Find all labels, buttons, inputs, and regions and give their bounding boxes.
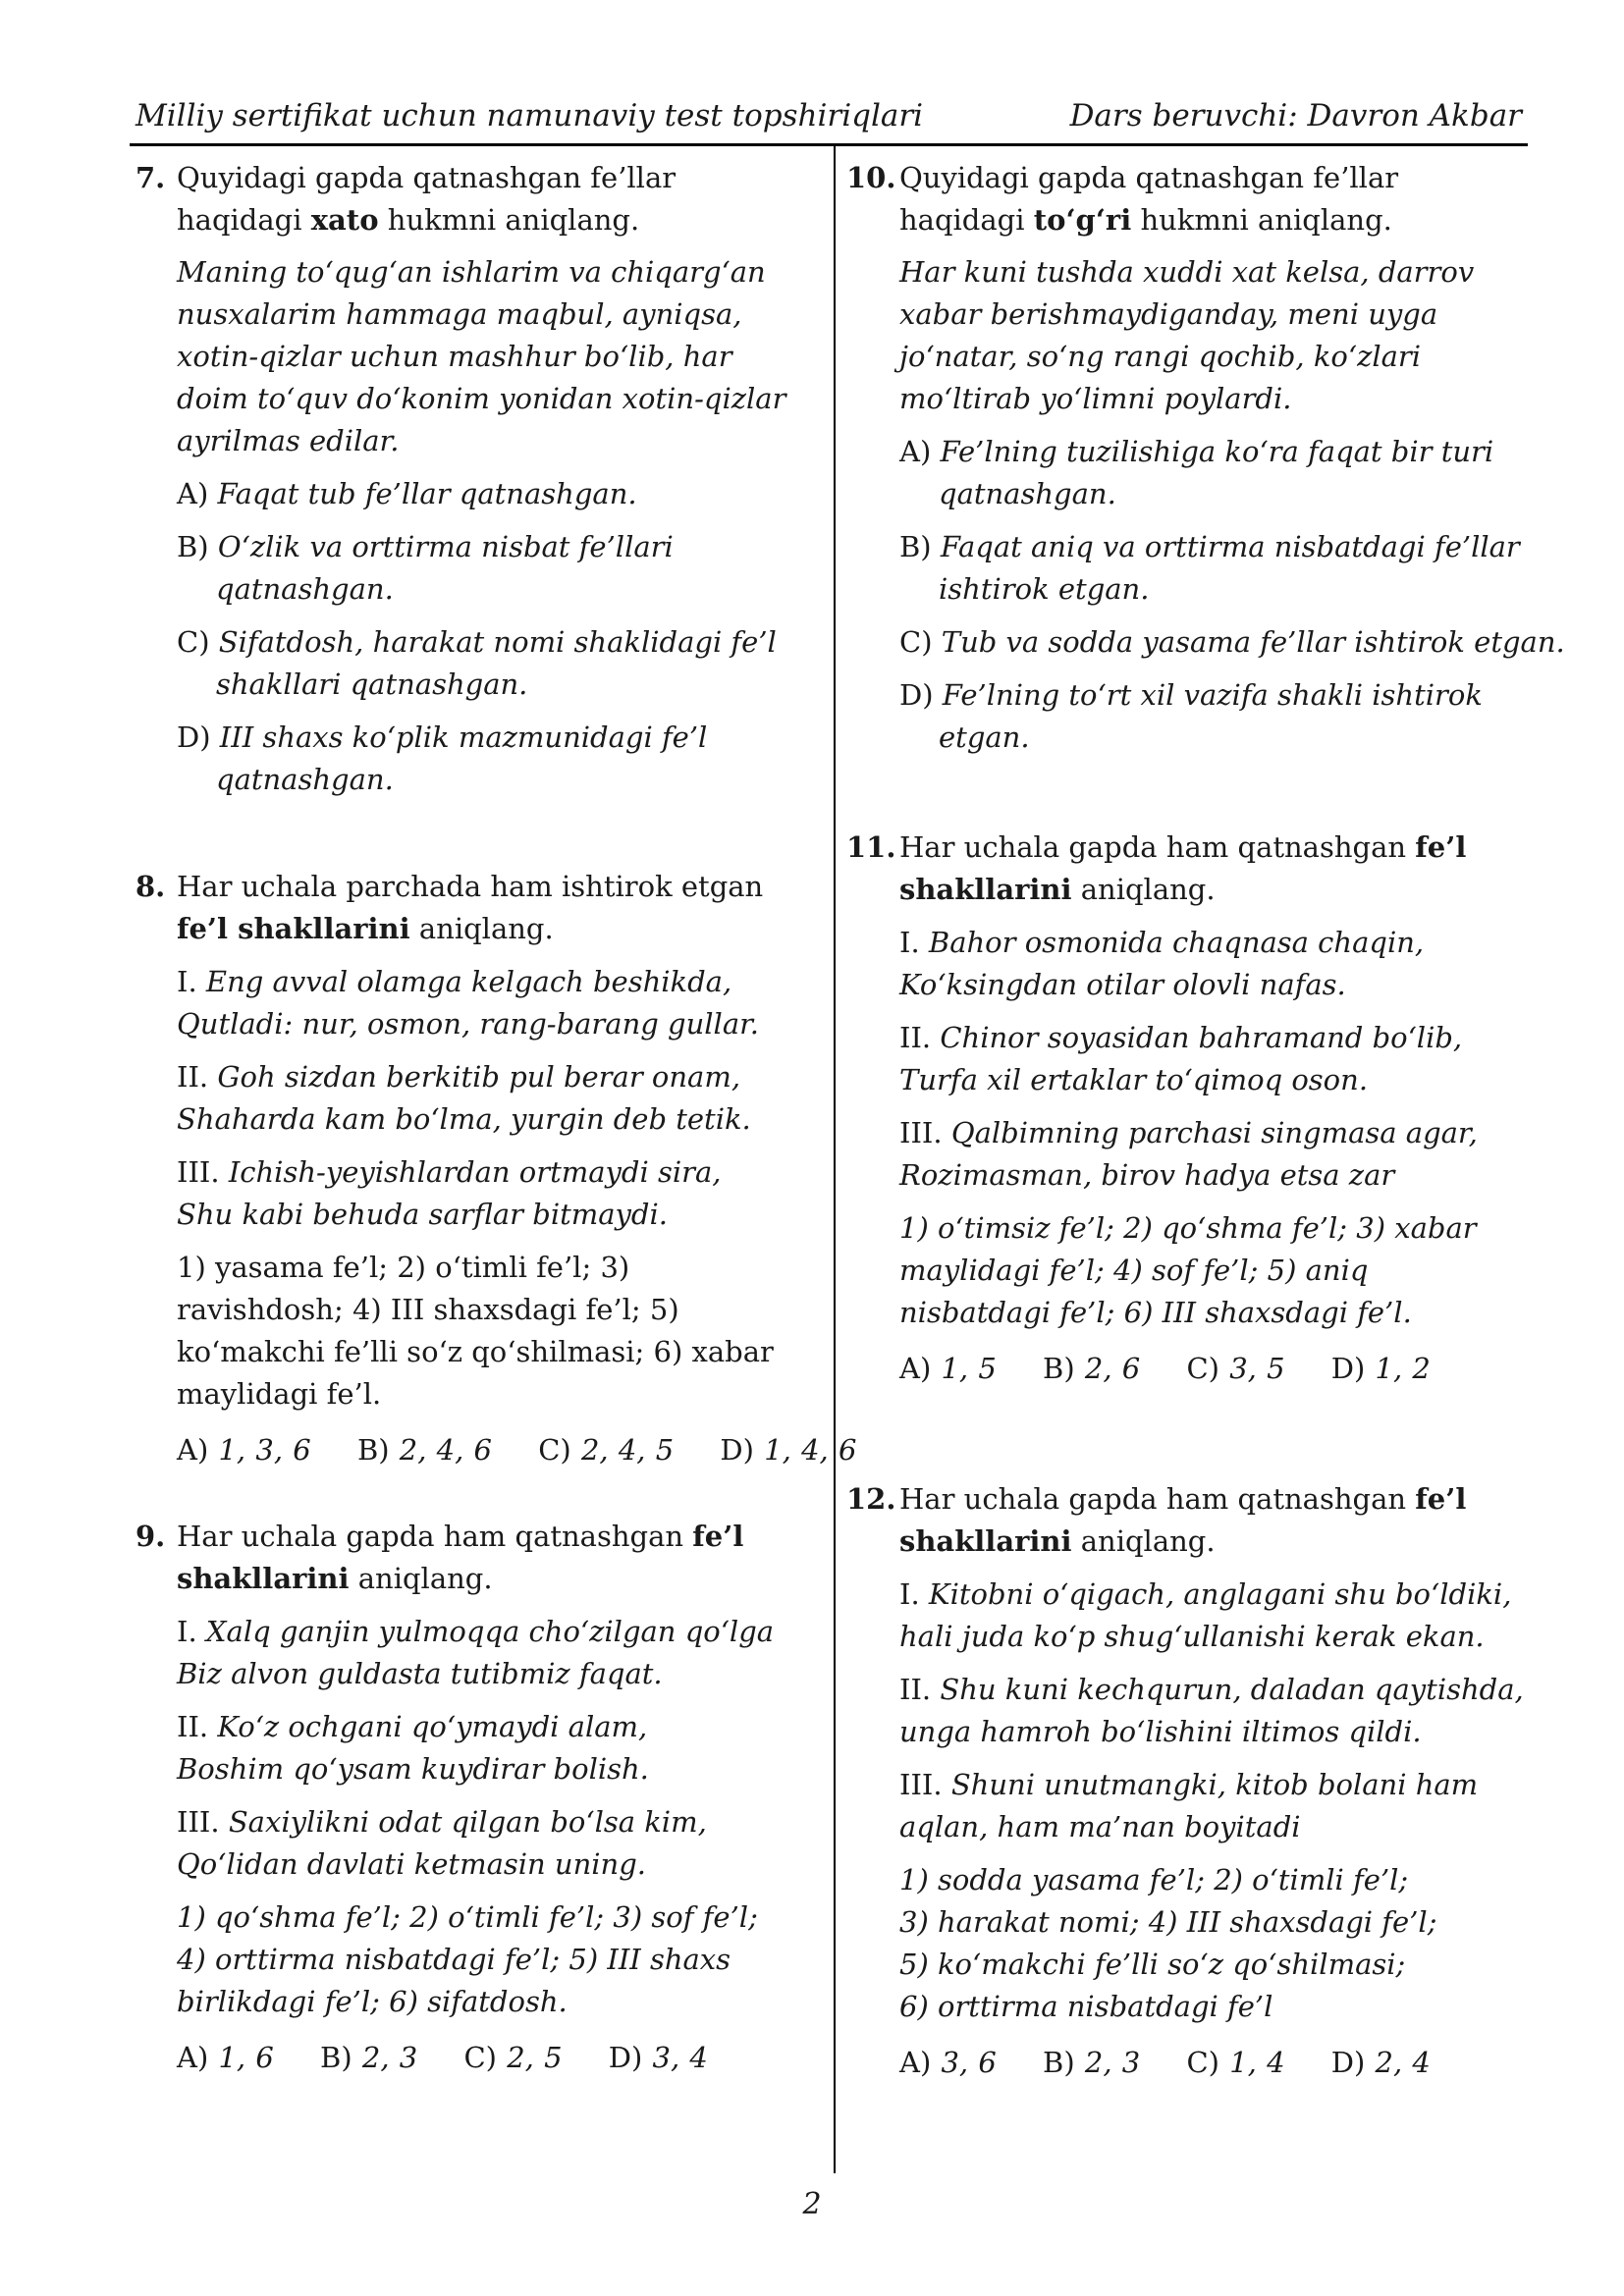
answer-b[interactable]: B) 2, 6 — [1043, 1352, 1141, 1385]
answer-c[interactable]: C) 2, 4, 5 — [538, 1433, 675, 1467]
option-a[interactable]: A) Fe’lning tuzilishiga ko‘ra faqat bir turi qatnashgan. — [899, 435, 1494, 510]
answer-c[interactable]: C) 3, 5 — [1186, 1352, 1285, 1385]
prompt-emphasis: fe’l shakllarini — [177, 1520, 744, 1595]
stanza-2: II. Ko‘z ochgani qo‘ymaydi alam, Boshim qo‘ysam kuydirar bolish. — [177, 1710, 649, 1786]
answer-a[interactable]: A) 1, 6 — [177, 2041, 274, 2074]
answer-a[interactable]: A) 1, 5 — [899, 1352, 997, 1385]
answer-a[interactable]: A) 3, 6 — [899, 2046, 997, 2079]
question-10 — [846, 157, 1565, 759]
option-b[interactable]: B) O‘zlik va orttirma nisbat fe’llari qatnashgan. — [177, 530, 674, 606]
question-7-prompt: 7. Quyidagi gapda qatnashgan fe’llar haqidagi xato hukmni aniqlang. — [135, 157, 789, 241]
question-10-passage: Har kuni tushda xuddi xat kelsa, darrov xabar berishmaydiganday, meni uyga jo‘natar, so‘ng rangi qochib, ko‘zlari mo‘ltirab yo‘limni poylardi. — [899, 255, 1475, 415]
prompt-emphasis: xato — [310, 203, 379, 237]
question-10-options — [899, 431, 1565, 759]
option-a[interactable]: A) Faqat tub fe’llar qatnashgan. — [177, 477, 637, 510]
stanza-3: III. Ichish-yeyishlardan ortmaydi sira, Shu kabi behuda sarflar bitmaydi. — [177, 1155, 722, 1231]
option-b[interactable]: B) Faqat aniq va orttirma nisbatdagi fe’llar ishtirok etgan. — [899, 530, 1520, 606]
sentence-1: I. Kitobni o‘qigach, anglagani shu bo‘ldiki, hali juda ko‘p shug‘ullanishi kerak ekan. — [899, 1577, 1512, 1653]
question-9 — [135, 1516, 789, 2079]
question-number: 10. — [846, 161, 896, 194]
stanza-3: III. Qalbimning parchasi singmasa agar, Rozimasman, birov hadya etsa zar — [899, 1116, 1478, 1192]
question-number: 12. — [846, 1482, 896, 1516]
answer-b[interactable]: B) 2, 3 — [1043, 2046, 1141, 2079]
stanza-1: I. Xalq ganjin yulmoqqa cho‘zilgan qo‘lga Biz alvon guldasta tutibmiz faqat. — [177, 1615, 775, 1690]
option-d[interactable]: D) III shaxs ko‘plik mazmunidagi fe’l qatnashgan. — [177, 721, 708, 796]
stanza-3: III. Saxiylikni odat qilgan bo‘lsa kim, Qo‘lidan davlati ketmasin uning. — [177, 1805, 707, 1881]
answer-b[interactable]: B) 2, 3 — [320, 2041, 418, 2074]
answer-b[interactable]: B) 2, 4, 6 — [356, 1433, 493, 1467]
column-divider — [834, 145, 836, 2173]
choice-line: 5) ko‘makchi fe’lli so‘z qo‘shilmasi; — [899, 1948, 1406, 1981]
answer-c[interactable]: C) 1, 4 — [1186, 2046, 1285, 2079]
question-11 — [846, 827, 1526, 1390]
question-9-answers — [177, 2037, 789, 2079]
question-11-answers — [899, 1348, 1526, 1390]
question-8-prompt: 8. Har uchala parchada ham ishtirok etgan fe’l shakllarini aniqlang. — [135, 866, 789, 950]
question-number: 8. — [135, 870, 166, 903]
sentence-3: III. Shuni unutmangki, kitob bolani ham aqlan, ham ma’nan boyitadi — [899, 1768, 1479, 1843]
choice-line: 6) orttirma nisbatdagi fe’l — [899, 1990, 1273, 2023]
prompt-emphasis: fe’l shakllarini — [899, 830, 1467, 906]
question-number: 11. — [846, 830, 896, 864]
header-title: Milliy sertifikat uchun namunaviy test topshiriqlari — [135, 98, 924, 133]
answer-c[interactable]: C) 2, 5 — [463, 2041, 563, 2074]
sentence-2: II. Shu kuni kechqurun, daladan qaytishda, unga hamroh bo‘lishini iltimos qildi. — [899, 1673, 1524, 1748]
prompt-emphasis: to‘g‘ri — [1033, 203, 1132, 237]
stanza-2: II. Goh sizdan berkitib pul berar onam, Shaharda kam bo‘lma, yurgin deb tetik. — [177, 1060, 751, 1136]
answer-d[interactable]: D) 2, 4 — [1330, 2046, 1431, 2079]
option-d[interactable]: D) Fe’lning to‘rt xil vazifa shakli ishtirok etgan. — [899, 678, 1483, 754]
question-9-prompt: 9. Har uchala gapda ham qatnashgan fe’l shakllarini aniqlang. — [135, 1516, 789, 1600]
answer-a[interactable]: A) 1, 3, 6 — [177, 1433, 311, 1467]
question-11-prompt: 11. Har uchala gapda ham qatnashgan fe’l shakllarini aniqlang. — [846, 827, 1526, 911]
question-number: 9. — [135, 1520, 166, 1553]
right-column — [846, 157, 1565, 2179]
question-8 — [135, 866, 857, 1471]
stanza-1: I. Bahor osmonida chaqnasa chaqin, Ko‘ksingdan otilar olovli nafas. — [899, 926, 1425, 1001]
question-12-answers — [899, 2042, 1526, 2084]
page-number: 2 — [802, 2187, 822, 2221]
question-7-passage: Maning to‘qug‘an ishlarim va chiqarg‘an nusxalarim hammaga maqbul, ayniqsa, xotin-qizlar uchun mashhur bo‘lib, har doim to‘quv do‘konim yonidan xotin-qizlar ayrilmas edilar. — [177, 255, 786, 457]
stanza-1: I. Eng avval olamga kelgach beshikda, Qutladi: nur, osmon, rang-barang gullar. — [177, 965, 760, 1041]
choice-line: 3) harakat nomi; 4) III shaxsdagi fe’l; — [899, 1905, 1437, 1939]
stanza-2: II. Chinor soyasidan bahramand bo‘lib, Turfa xil ertaklar to‘qimoq oson. — [899, 1021, 1463, 1096]
question-7 — [135, 157, 789, 801]
question-8-answers — [177, 1429, 857, 1471]
question-12-choices-list — [899, 1859, 1526, 2028]
question-9-choices-list: 1) qo‘shma fe’l; 2) o‘timli fe’l; 3) sof fe’l; 4) orttirma nisbatdagi fe’l; 5) III shaxs birlikdagi fe’l; 6) sifatdosh. — [177, 1900, 758, 2018]
header-rule — [130, 143, 1528, 146]
question-12-prompt: 12. Har uchala gapda ham qatnashgan fe’l shakllarini aniqlang. — [846, 1478, 1526, 1563]
option-c[interactable]: C) Tub va sodda yasama fe’llar ishtirok etgan. — [899, 625, 1565, 659]
question-8-choices-list: 1) yasama fe’l; 2) o‘timli fe’l; 3) ravishdosh; 4) III shaxsdagi fe’l; 5) ko‘makchi fe’lli so‘z qo‘shilmasi; 6) xabar maylidagi fe’l. — [177, 1251, 774, 1411]
question-12 — [846, 1478, 1526, 2084]
question-number: 7. — [135, 161, 166, 194]
question-10-prompt: 10. Quyidagi gapda qatnashgan fe’llar haqidagi to‘g‘ri hukmni aniqlang. — [846, 157, 1526, 241]
answer-d[interactable]: D) 3, 4 — [608, 2041, 708, 2074]
prompt-emphasis: fe’l shakllarini — [899, 1482, 1467, 1558]
header-author: Dars beruvchi: Davron Akbar — [1069, 98, 1522, 133]
answer-d[interactable]: D) 1, 4, 6 — [720, 1433, 857, 1467]
question-11-choices-list: 1) o‘timsiz fe’l; 2) qo‘shma fe’l; 3) xabar maylidagi fe’l; 4) sof fe’l; 5) aniq nisbatdagi fe’l; 6) III shaxsdagi fe’l. — [899, 1211, 1477, 1329]
choice-line: 1) sodda yasama fe’l; 2) o‘timli fe’l; — [899, 1863, 1409, 1896]
left-column — [135, 157, 857, 2179]
prompt-emphasis: fe’l shakllarini — [177, 912, 410, 945]
question-7-options — [177, 473, 789, 801]
answer-d[interactable]: D) 1, 2 — [1330, 1352, 1431, 1385]
option-c[interactable]: C) Sifatdosh, harakat nomi shaklidagi fe’l shakllari qatnashgan. — [177, 625, 777, 701]
